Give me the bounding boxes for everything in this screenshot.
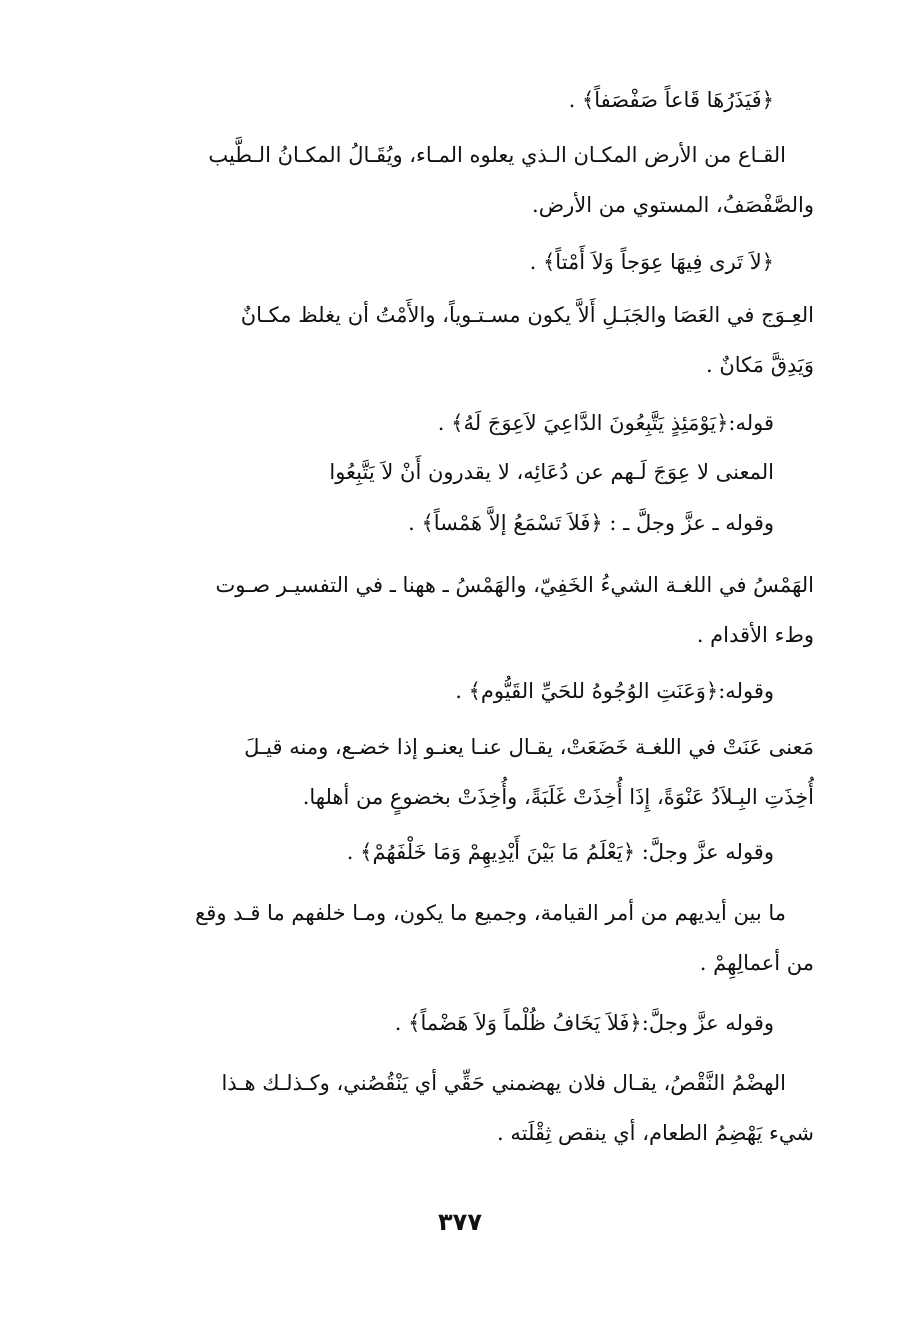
paragraph-hadm [138,1058,814,1158]
verse-line-5 [138,666,814,716]
paragraph-anat [138,722,814,822]
quran-verse: ﴿لاَ تَرى فِيهَا عِوَجاً وَلاَ أَمْتاً﴾ . [529,250,774,274]
quran-verse: قوله:﴿يَوْمَئِذٍ يَتَّبِعُونَ الدَّاعِيَ لاَعِوَجَ لَهُ﴾ . [437,411,774,435]
paragraph-hams [138,560,814,660]
text-line: من أعمالِهِمْ . [699,951,814,975]
text-line: العِـوَج في العَصَا والجَبَـلِ أَلاَّ يكون مسـتـوياً، والأَمْتُ أن يغلظ مكـانٌ [240,303,814,327]
verse-line-3 [138,398,814,448]
text-line: وَيَدِقَّ مَكانٌ . [706,353,814,377]
text-line: والصَّفْصَفُ، المستوي من الأرض. [532,193,814,217]
paragraph-ma-bayna [138,888,814,988]
text-line: شيء يَهْضِمُ الطعام، أي ينقص ثِقْلَته . [497,1121,814,1145]
text-line: ما بين أيديهم من أمر القيامة، وجميع ما يكون، ومـا خلفهم ما قـد وقع [195,901,786,925]
verse-line-6 [138,827,814,877]
text-line: أُخِذَتِ البِـلاَدُ عَنْوَةً، إِذَا أُخِذَتْ غَلَبَةً، وأُخِذَتْ بخضوعٍ من أهلها. [302,785,814,809]
paragraph-qaa [138,130,814,230]
text-line: مَعنى عَنَتْ في اللغـة خَضَعَتْ، يقـال عنـا يعنـو إذا خضـع، ومنه قيـلَ [244,735,814,759]
quran-verse: وقوله عزَّ وجلَّ:﴿فَلاَ يَخَافُ ظُلْماً وَلاَ هَضْماً﴾ . [394,1011,774,1035]
explanation-line [138,447,814,497]
quran-verse: وقوله:﴿وَعَنَتِ الوُجُوهُ للحَيِّ القَيُّوم﴾ . [455,679,774,703]
verse-line-4 [138,498,814,548]
paragraph-iwaj [138,290,814,390]
quran-verse: وقوله ـ عزَّ وجلَّ ـ : ﴿فَلاَ تَسْمَعُ إلاَّ هَمْساً﴾ . [408,511,774,535]
text-line: الهَمْسُ في اللغـة الشيءُ الخَفِيّ، والهَمْسُ ـ ههنا ـ في التفسيـر صـوت [215,573,814,597]
verse-line-1 [138,75,814,125]
text-line: المعنى لا عِوَجَ لَـهم عن دُعَائِه، لا يقدرون أَنْ لاَ يَتَّبِعُوا [329,460,774,484]
quran-verse: ﴿فَيَذَرُهَا قَاعاً صَفْصَفاً﴾ . [568,88,774,112]
page-number: ٣٧٧ [438,1208,482,1236]
text-line: وطء الأقدام . [696,623,814,647]
text-line: القـاع من الأرض المكـان الـذي يعلوه المـاء، ويُقَـالُ المكـانُ الـطَّيب [208,143,786,167]
verse-line-2 [138,237,814,287]
verse-line-7 [138,998,814,1048]
quran-verse: وقوله عزَّ وجلَّ: ﴿يَعْلَمُ مَا بَيْنَ أَيْدِيهِمْ وَمَا خَلْفَهُمْ﴾ . [346,840,774,864]
text-line: الهضْمُ النَّقْصُ، يقـال فلان يهضمني حَقِّي أي يَنْقُصُني، وكـذلـك هـذا [221,1071,786,1095]
